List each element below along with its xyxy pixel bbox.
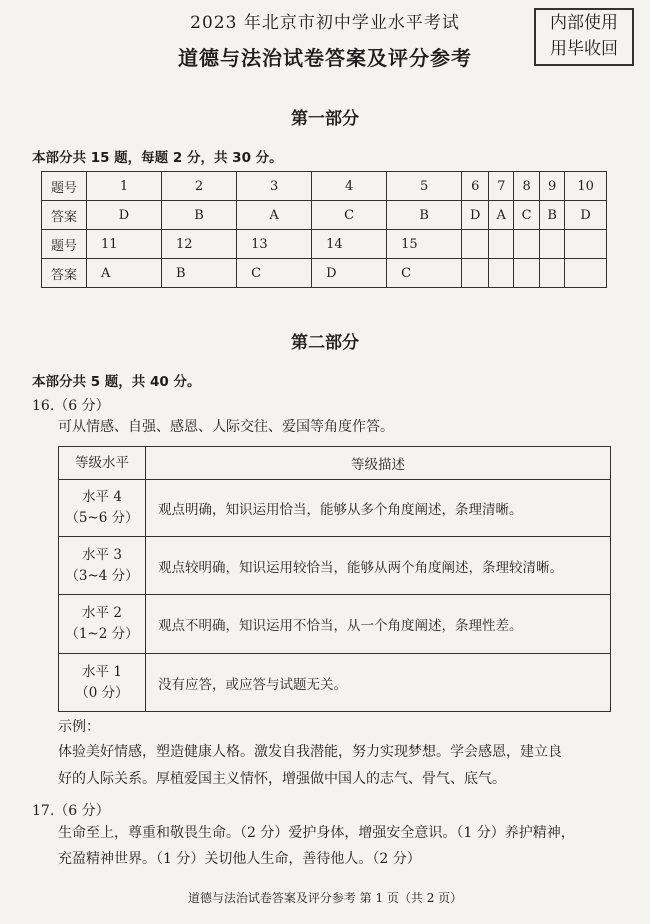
- question-16-heading: 16.（6 分）: [32, 398, 110, 414]
- cell-q13: 13: [237, 230, 312, 259]
- cell-q11: 11: [87, 230, 162, 259]
- example-label: 示例：: [58, 719, 100, 735]
- cell-q1: 1: [87, 172, 162, 201]
- table-row-level-3: [59, 537, 611, 595]
- cell-a10: D: [565, 201, 607, 230]
- level-3-score: （3~4 分）: [65, 567, 139, 584]
- cell-q5: 5: [387, 172, 462, 201]
- stamp-line-1: 内部使用: [550, 13, 618, 33]
- example-line-2: 好的人际关系。厚植爱国主义情怀，增强做中国人的志气、骨气、底气。: [58, 771, 506, 787]
- exam-title: 2023 年北京市初中学业水平考试: [190, 13, 460, 33]
- cell-q4: 4: [312, 172, 387, 201]
- cell-a1: D: [87, 201, 162, 230]
- level-2-name: 水平 2: [82, 605, 122, 621]
- part1-intro: 本部分共 15 题，每题 2 分，共 30 分。: [32, 150, 283, 166]
- cell-a7: A: [489, 201, 514, 230]
- question-17-heading: 17.（6 分）: [32, 803, 110, 819]
- cell-q15: 15: [387, 230, 462, 259]
- part2-intro: 本部分共 5 题，共 40 分。: [32, 374, 201, 390]
- question-17-line-2: 充盈精神世界。（1 分）关切他人生命，善待他人。（2 分）: [58, 851, 421, 867]
- cell-a12: B: [162, 259, 237, 288]
- table-row-level-4: [59, 480, 611, 537]
- cell-q7: 7: [489, 172, 514, 201]
- header-description: 等级描述: [146, 447, 611, 480]
- level-1-name: 水平 1: [82, 663, 122, 680]
- level-3-name: 水平 3: [82, 546, 122, 563]
- answer-table: [41, 171, 607, 288]
- cell-q9: 9: [540, 172, 565, 201]
- label-question-number: 题号: [42, 230, 87, 259]
- cell-empty: [514, 230, 540, 259]
- cell-empty: [489, 230, 514, 259]
- table-row-answers-1: [42, 201, 607, 230]
- table-row-level-2: [59, 595, 611, 654]
- cell-q12: 12: [162, 230, 237, 259]
- cell-a8: C: [514, 201, 540, 230]
- cell-q2: 2: [162, 172, 237, 201]
- question-17-line-1: 生命至上，尊重和敬畏生命。（2 分）爱护身体，增强安全意识。（1 分）养护精神，: [58, 825, 575, 841]
- cell-a4: C: [312, 201, 387, 230]
- page-footer: 道德与法治试卷答案及评分参考 第 1 页（共 2 页）: [187, 891, 463, 905]
- table-row-question-numbers-2: [42, 230, 607, 259]
- cell-a2: B: [162, 201, 237, 230]
- label-answer: 答案: [42, 259, 87, 288]
- question-16-note: 可从情感、自强、感恩、人际交往、爱国等角度作答。: [58, 419, 394, 435]
- cell-a15: C: [387, 259, 462, 288]
- cell-q14: 14: [312, 230, 387, 259]
- document-title: 道德与法治试卷答案及评分参考: [178, 46, 472, 70]
- cell-empty: [540, 259, 565, 288]
- level-4-description: 观点明确，知识运用恰当，能够从多个角度阐述，条理清晰。: [146, 480, 611, 537]
- label-question-number: 题号: [42, 172, 87, 201]
- level-2-description: 观点不明确，知识运用不恰当，从一个角度阐述，条理性差。: [146, 595, 611, 654]
- cell-empty: [462, 259, 489, 288]
- header-level: 等级水平: [59, 447, 146, 480]
- level-1-score: （0 分）: [75, 684, 129, 701]
- level-4-name: 水平 4: [82, 489, 122, 505]
- cell-empty: [565, 259, 607, 288]
- cell-a14: D: [312, 259, 387, 288]
- level-4-cell: [59, 480, 146, 537]
- level-2-score: （1~2 分）: [65, 626, 139, 642]
- cell-empty: [514, 259, 540, 288]
- cell-a6: D: [462, 201, 489, 230]
- cell-q3: 3: [237, 172, 312, 201]
- cell-q6: 6: [462, 172, 489, 201]
- cell-empty: [565, 230, 607, 259]
- level-1-description: 没有应答，或应答与试题无关。: [146, 654, 611, 712]
- cell-empty: [462, 230, 489, 259]
- table-row-answers-2: [42, 259, 607, 288]
- part1-title: 第一部分: [291, 109, 359, 129]
- example-line-1: 体验美好情感，塑造健康人格。激发自我潜能，努力实现梦想。学会感恩，建立良: [58, 744, 562, 760]
- level-3-description: 观点较明确，知识运用较恰当，能够从两个角度阐述，条理较清晰。: [146, 537, 611, 595]
- table-row-question-numbers-1: [42, 172, 607, 201]
- cell-a11: A: [87, 259, 162, 288]
- level-1-cell: [59, 654, 146, 712]
- cell-a5: B: [387, 201, 462, 230]
- part2-title: 第二部分: [291, 333, 359, 353]
- cell-a13: C: [237, 259, 312, 288]
- table-header-row: [59, 447, 611, 480]
- label-answer: 答案: [42, 201, 87, 230]
- stamp-line-2: 用毕收回: [550, 39, 618, 59]
- cell-empty: [489, 259, 514, 288]
- scoring-level-table: [58, 446, 611, 712]
- cell-empty: [540, 230, 565, 259]
- cell-a3: A: [237, 201, 312, 230]
- cell-a9: B: [540, 201, 565, 230]
- level-3-cell: [59, 537, 146, 595]
- level-2-cell: [59, 595, 146, 654]
- cell-q10: 10: [565, 172, 607, 201]
- level-4-score: （5~6 分）: [65, 510, 139, 526]
- cell-q8: 8: [514, 172, 540, 201]
- table-row-level-1: [59, 654, 611, 712]
